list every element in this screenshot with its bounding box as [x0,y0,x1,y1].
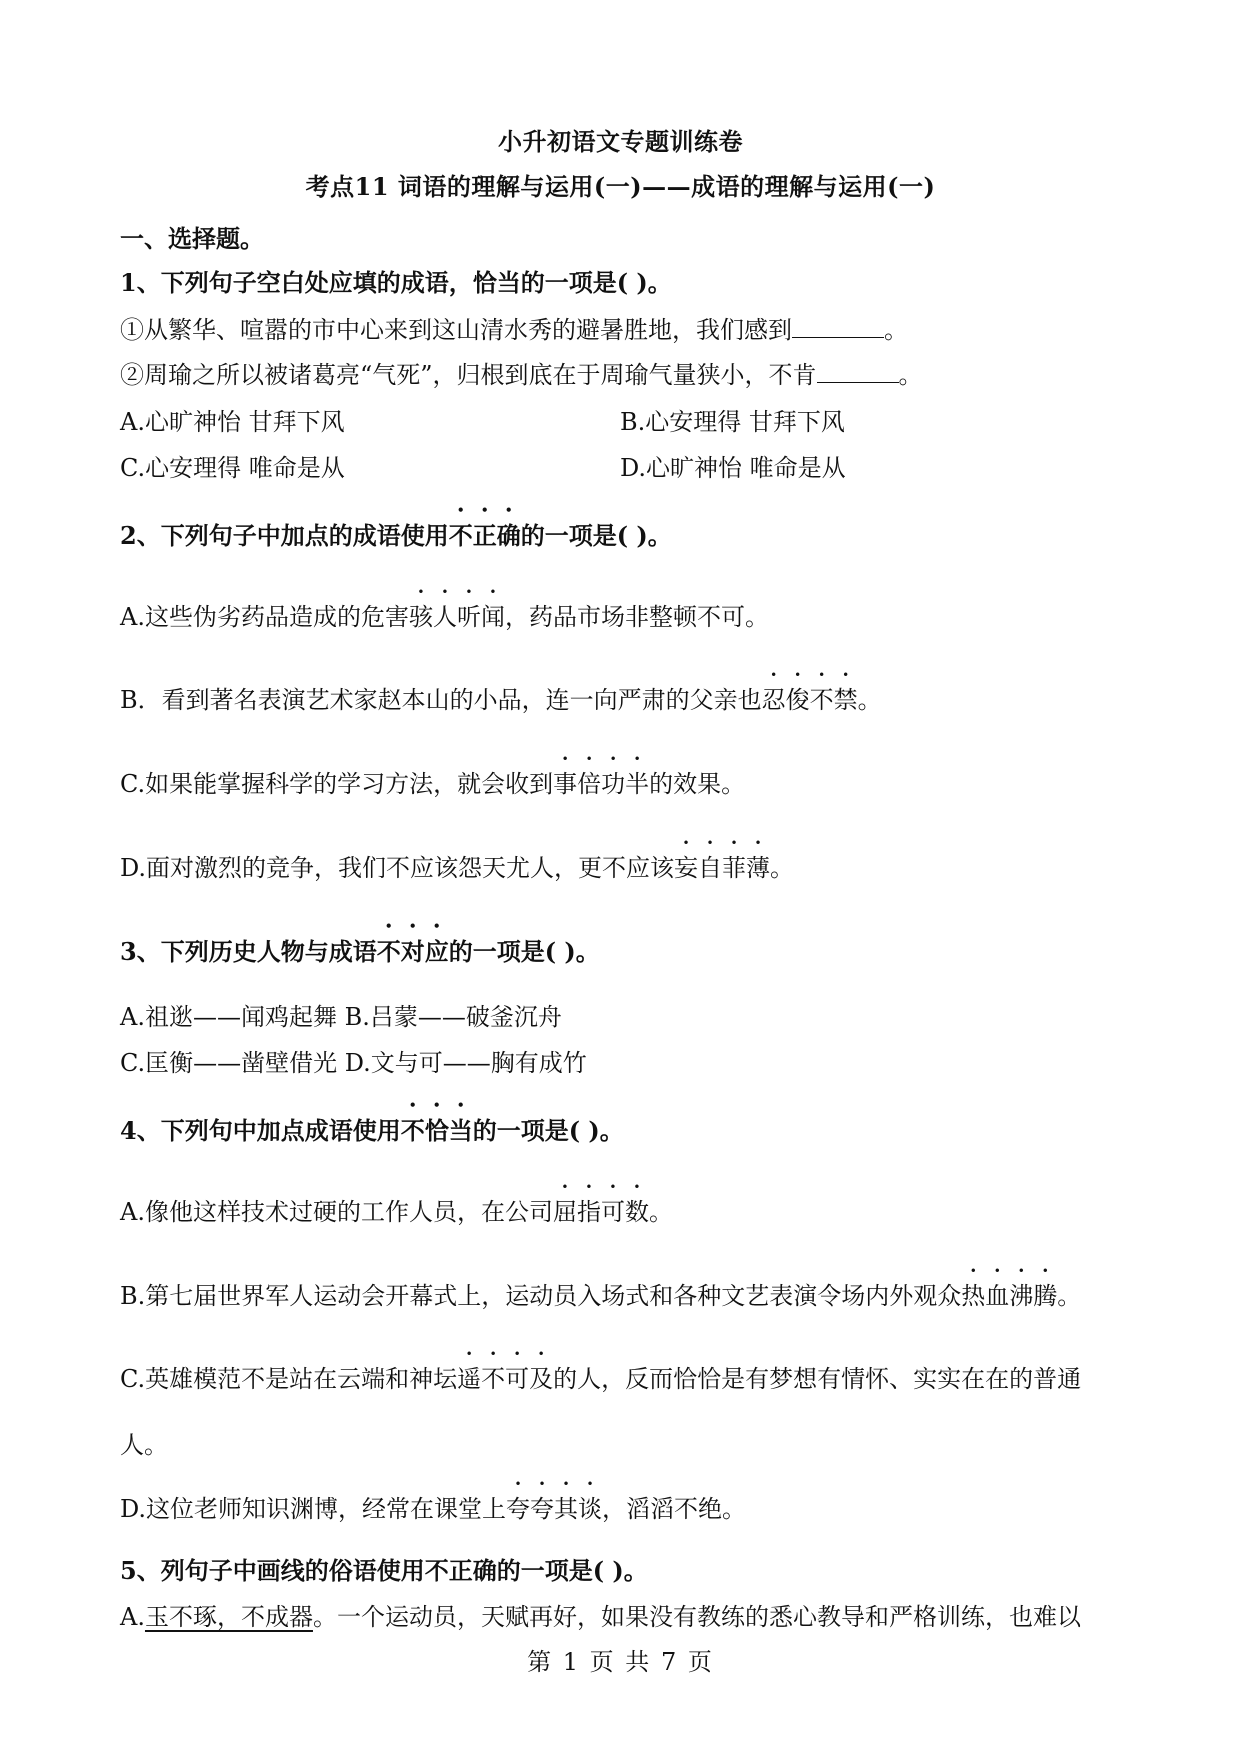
question-2-stem [120,516,672,551]
question-5-option-a [120,1597,1081,1632]
emphasis-character: 指 [576,1198,601,1226]
emphasis-character: 菲 [722,854,747,882]
question-1-option-a: A.心旷神怡 甘拜下风 [120,408,345,436]
sentence-text: ②周瑜之所以被诸葛亮“气死”，归根到底在于周瑜气量狭小，不肯 [120,361,817,389]
emphasis-dotted [762,686,858,714]
stem-text: 3、下列历史人物与成语 [120,937,377,966]
question-2-option-b [120,680,882,715]
emphasis-dotted [409,603,505,631]
emphasis-character: 不 [400,1116,425,1145]
emphasis-character: 闻 [480,603,505,631]
emphasis-dotted [506,1495,602,1523]
emphasis-character: 确 [496,521,521,550]
emphasis-character: 禁 [833,686,858,714]
option-text: A.像他这样技术过硬的工作人员，在公司 [120,1198,553,1226]
question-2-option-a [120,597,769,632]
underlined-proverb: 玉不琢，不成器 [144,1603,313,1631]
option-text: B．看到著名表演艺术家赵本山的小品，连一向严肃的父亲也 [120,686,762,714]
emphasis-character: 半 [625,770,650,798]
emphasis-dotted [449,521,521,550]
question-3-stem [120,932,600,967]
document-subtitle: 考点11 词语的理解与运用(一)——成语的理解与运用(一) [305,172,936,201]
question-1-sentence-1 [120,310,908,345]
question-1-sentence-2 [120,355,923,390]
emphasis-dotted [961,1282,1057,1310]
sentence-end: 。 [884,316,908,344]
emphasis-character: 恰 [424,1116,449,1145]
stem-text: 的一项是( )。 [448,937,600,966]
question-3-options-row-2: C.匡衡——凿壁借光 D.文与可——胸有成竹 [120,1049,587,1077]
emphasis-character: 谈 [578,1495,603,1523]
emphasis-character: 夸 [530,1495,555,1523]
question-4-option-d [120,1489,746,1524]
question-4-option-b [120,1276,1081,1311]
emphasis-character: 俊 [785,686,810,714]
emphasis-character: 骇 [408,603,433,631]
emphasis-character: 对 [400,937,425,966]
question-1-option-c: C.心安理得 唯命是从 [120,454,345,482]
question-5-stem: 5、列句子中画线的俗语使用不正确的一项是( )。 [120,1556,648,1585]
question-4-option-c-continued: 人。 [120,1431,168,1459]
emphasis-character: 血 [985,1282,1010,1310]
emphasis-dotted [553,770,649,798]
emphasis-character: 妄 [674,854,699,882]
option-text: B.第七届世界军人运动会开幕式上，运动员入场式和各种文艺表演令场内外观众 [120,1282,962,1310]
question-4-stem [120,1111,624,1146]
emphasis-character: 当 [448,1116,473,1145]
document-title: 小升初语文专题训练卷 [498,127,743,156]
emphasis-character: 屈 [552,1198,577,1226]
question-1-stem: 1、下列句子空白处应填的成语，恰当的一项是( )。 [120,268,672,297]
emphasis-character: 不 [376,937,401,966]
emphasis-dotted [674,854,770,882]
emphasis-character: 不 [481,1365,506,1393]
answer-blank [817,360,899,383]
emphasis-character: 倍 [577,770,602,798]
emphasis-character: 功 [601,770,626,798]
emphasis-character: 人 [432,603,457,631]
option-text: 。 [857,686,882,714]
emphasis-character: 薄 [746,854,771,882]
emphasis-character: 应 [424,937,449,966]
stem-text: 的一项是( )。 [520,521,672,550]
option-text: ，滔滔不绝。 [602,1495,747,1523]
option-text: D.面对激烈的竞争，我们不应该怨天尤人，更不应该 [120,854,675,882]
emphasis-character: 可 [600,1198,625,1226]
emphasis-character: 热 [961,1282,986,1310]
emphasis-character: 其 [554,1495,579,1523]
option-text: C.英雄模范不是站在云端和神坛 [120,1365,458,1393]
emphasis-dotted [457,1365,553,1393]
emphasis-character: 不 [448,521,473,550]
option-text: 的效果。 [649,770,746,798]
option-text: 。一个运动员，天赋再好，如果没有教练的悉心教导和严格训练，也难以 [312,1603,1081,1631]
emphasis-character: 事 [553,770,578,798]
option-label: A. [120,1603,145,1631]
emphasis-character: 及 [529,1365,554,1393]
question-4-option-a [120,1192,673,1227]
emphasis-character: 腾 [1033,1282,1058,1310]
section-heading: 一、选择题。 [120,224,264,253]
emphasis-character: 可 [505,1365,530,1393]
emphasis-character: 数 [624,1198,649,1226]
option-text: 。 [770,854,795,882]
emphasis-dotted [401,1116,473,1145]
emphasis-character: 听 [456,603,481,631]
option-text: 。 [648,1198,673,1226]
option-text: D.这位老师知识渊博，经常在课堂上 [120,1495,507,1523]
emphasis-character: 沸 [1009,1282,1034,1310]
option-text: ，药品市场非整顿不可。 [504,603,769,631]
emphasis-character: 正 [472,521,497,550]
emphasis-character: 夸 [506,1495,531,1523]
page-number: 第 1 页 共 7 页 [527,1648,714,1676]
question-1-option-d: D.心旷神怡 唯命是从 [620,454,846,482]
answer-blank [792,315,884,338]
stem-text: 4、下列句中加点成语使用 [120,1116,401,1145]
emphasis-character: 遥 [457,1365,482,1393]
stem-text: 2、下列句子中加点的成语使用 [120,521,449,550]
emphasis-character: 自 [698,854,723,882]
question-1-option-b: B.心安理得 甘拜下风 [620,408,845,436]
option-text: C.如果能掌握科学的学习方法，就会收到 [120,770,554,798]
emphasis-dotted [553,1198,649,1226]
question-2-option-d [120,848,794,883]
emphasis-dotted [377,937,449,966]
option-text: A.这些伪劣药品造成的危害 [120,603,409,631]
option-text: 的人，反而恰恰是有梦想有情怀、实实在在的普通 [553,1365,1082,1393]
option-text: 。 [1057,1282,1082,1310]
sentence-end: 。 [898,361,923,389]
question-4-option-c [120,1359,1081,1394]
stem-text: 的一项是( )。 [472,1116,624,1145]
emphasis-character: 忍 [761,686,786,714]
question-3-options-row-1: A.祖逖——闻鸡起舞 B.吕蒙——破釜沉舟 [120,1003,562,1031]
sentence-text: ①从繁华、喧嚣的市中心来到这山清水秀的避暑胜地，我们感到 [120,316,792,344]
question-2-option-c [120,764,745,799]
emphasis-character: 不 [809,686,834,714]
